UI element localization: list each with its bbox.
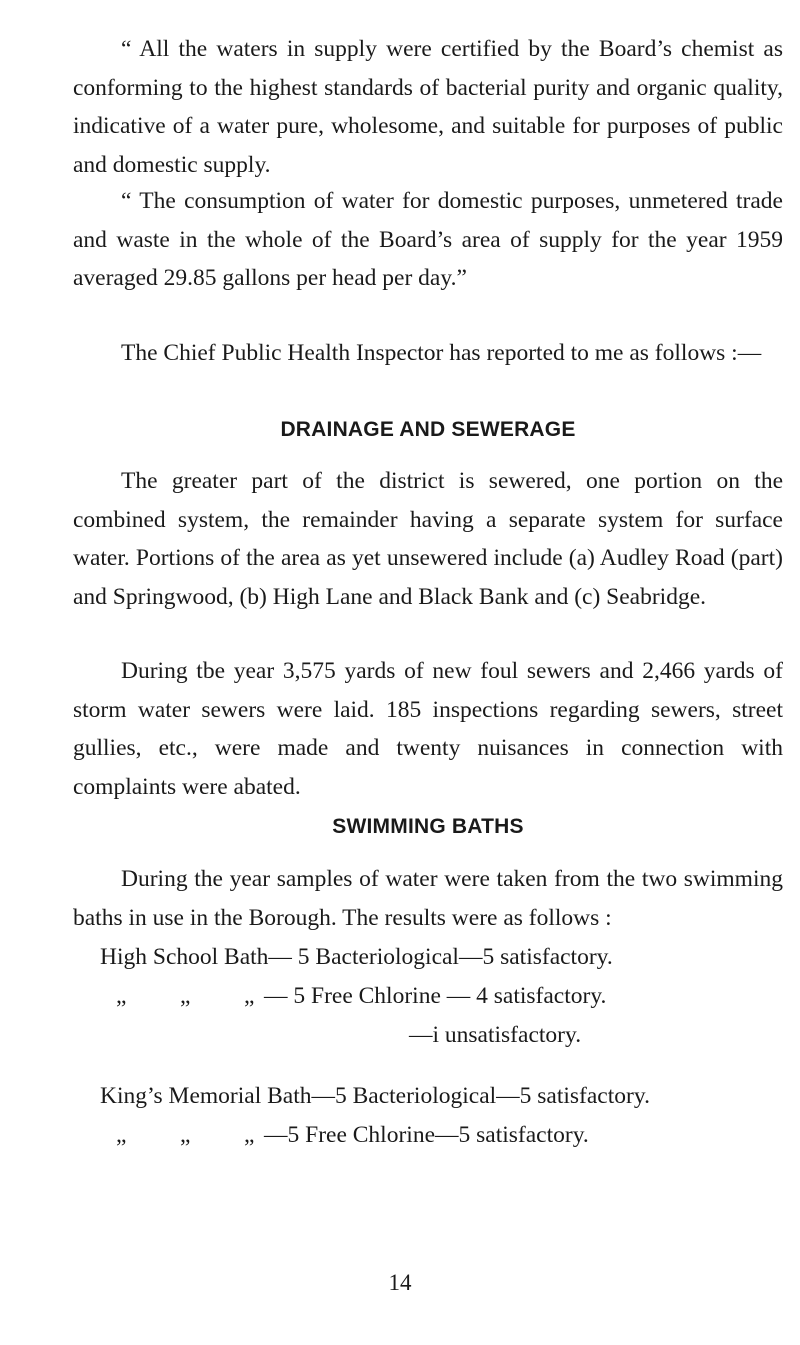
ditto-mark: „ xyxy=(116,1122,127,1148)
ditto-mark: „ xyxy=(180,983,191,1009)
drainage-heading: DRAINAGE AND SEWERAGE xyxy=(280,418,576,441)
ditto-mark: „ xyxy=(116,983,127,1009)
high-school-chlorine-row xyxy=(116,981,606,1011)
high-school-bacteriological-row: High School Bath— 5 Bacteriological—5 satisfactory. xyxy=(100,944,613,970)
kings-memorial-bacteriological-row: King’s Memorial Bath—5 Bacteriological—5 satisfactory. xyxy=(100,1083,650,1109)
swimming-intro-paragraph: During the year samples of water were taken from the two swimming baths in use in the Borough. The results were as follows : xyxy=(73,866,783,931)
kings-memorial-chlorine-row xyxy=(116,1120,589,1150)
sewers-paragraph: During tbe year 3,575 yards of new foul sewers and 2,466 yards of storm water sewers were laid. 185 inspections regarding sewers, street gullies, etc., were made and twenty nuisances in connection with complaints were abated. xyxy=(73,658,783,800)
ditto-mark: „ xyxy=(244,1122,255,1148)
high-school-chlorine-text: — 5 Free Chlorine — 4 satisfactory. xyxy=(264,983,607,1009)
water-purity-paragraph: “ All the waters in supply were certified by the Board’s chemist as conforming to the highest standards of bacterial purity and organic quality, indicative of a water pure, wholesome, and suitable for purposes of public and domestic supply. xyxy=(73,36,783,178)
ditto-mark: „ xyxy=(244,983,255,1009)
inspector-intro-paragraph: The Chief Public Health Inspector has reported to me as follows :— xyxy=(121,340,762,366)
page-number: 14 xyxy=(388,1270,412,1295)
kings-memorial-chlorine-text: —5 Free Chlorine—5 satisfactory. xyxy=(264,1122,589,1148)
swimming-baths-heading: SWIMMING BATHS xyxy=(332,815,524,838)
high-school-unsatisfactory-row: —i unsatisfactory. xyxy=(409,1022,582,1048)
drainage-paragraph: The greater part of the district is sewered, one portion on the combined system, the remainder having a separate system for surface water. Portions of the area as yet unsewered include (a) Audley Road (part) and Springwood, (b) High Lane and Black Bank and (c) Seabridge. xyxy=(73,468,783,610)
ditto-mark: „ xyxy=(180,1122,191,1148)
water-consumption-paragraph: “ The consumption of water for domestic purposes, unmetered trade and waste in the whole of the Board’s area of supply for the year 1959 averaged 29.85 gallons per head per day.” xyxy=(73,188,783,291)
